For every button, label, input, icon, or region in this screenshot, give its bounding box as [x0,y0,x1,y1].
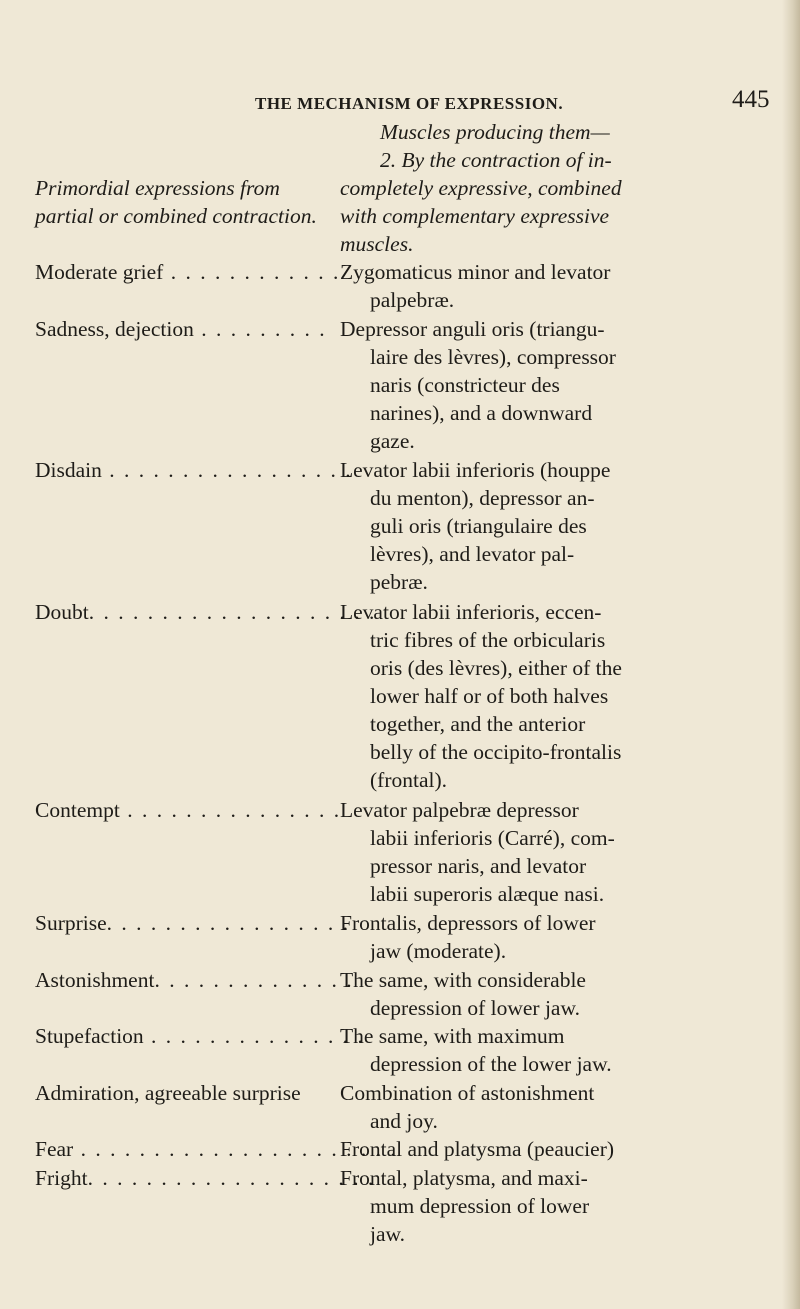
expression-name: Fright [35,1165,88,1190]
muscles-line: depression of lower jaw. [370,995,580,1020]
muscles-line: Zygomaticus minor and levator [340,260,611,284]
page-gutter-shadow [782,0,800,1309]
muscles-description [340,258,720,314]
expression-name: Contempt [35,797,120,822]
muscles-line: tric fibres of the orbicularis [370,627,606,652]
expression-label [35,598,377,626]
expression-label [35,315,330,343]
muscles-description [340,1022,720,1078]
expression-name: Disdain [35,458,102,483]
expression-label [35,456,353,484]
right-heading-line: Muscles producing them— [380,120,610,144]
muscles-line: labii inferioris (Carré), com- [370,825,615,850]
expression-label [35,258,341,286]
right-heading-line: with complementary expressive [340,204,610,228]
leader-dots: . . . . . . . . . . . . . . . . . [101,458,353,483]
muscles-line: oris (des lèvres), either of the [370,655,622,680]
muscles-line: gaze. [370,428,415,453]
muscles-description [340,966,720,1022]
right-column-heading [340,118,715,258]
right-heading-line: completely expressive, combined [340,176,622,200]
muscles-line: Levator palpebræ depressor [340,797,579,822]
expression-name: Astonishment [35,967,155,992]
muscles-line: Depressor anguli oris (triangu- [340,316,605,341]
muscles-description [340,1079,720,1135]
muscles-line: lower half or of both halves [370,683,609,708]
muscles-description [340,1164,720,1248]
leader-dots: . . . . . . . . . . . . . . . . . . . . . . [73,1137,398,1162]
muscles-line: labii superoris alæque nasi. [370,881,605,906]
expression-name: Fear [35,1137,74,1162]
leader-dots: . . . . . . . . . . . . . . . . . [106,910,351,935]
left-heading-line: Primordial expressions from [35,176,280,200]
muscles-line: guli oris (triangulaire des [370,514,587,539]
muscles-line: Combination of astonishment [340,1080,595,1105]
expression-name: Surprise [35,910,107,935]
muscles-description [340,315,720,455]
muscles-line: jaw (moderate). [370,938,507,963]
muscles-line: palpebræ. [370,288,455,312]
muscles-line: Levator labii inferioris (houppe [340,458,611,483]
expression-label [35,966,354,994]
left-heading-line: partial or combined contraction. [35,204,317,228]
leader-dots: . . . . . . . . . . . . . . . . . . . . [87,1165,376,1190]
muscles-description [340,598,720,794]
muscles-line: jaw. [370,1221,406,1246]
expression-name: Sadness, dejection [35,316,194,341]
muscles-line: Frontal and platysma (peaucier) [340,1137,615,1162]
right-heading-line: 2. By the contraction of in- [380,148,612,172]
muscles-line: laire des lèvres), compressor [370,344,616,369]
muscles-line: lèvres), and levator pal- [370,542,575,567]
muscles-line: pressor naris, and levator [370,853,587,878]
expression-name: Admiration, agreeable surprise [35,1080,301,1105]
left-column-heading [35,174,335,230]
leader-dots: . . . . . . . . . . . . . . . [119,797,342,822]
page-number: 445 [732,86,770,113]
muscles-line: (frontal). [370,767,448,792]
leader-dots: . . . . . . . . . . . . . . . . . . . . [88,599,377,624]
muscles-line: Levator labii inferioris, eccen- [340,599,602,624]
muscles-line: Frontalis, depressors of lower [340,910,596,935]
expression-label [35,1022,365,1050]
muscles-line: pebræ. [370,570,428,595]
muscles-line: The same, with maximum [340,1024,565,1049]
expression-label [35,796,342,824]
expression-name: Doubt [35,599,89,624]
expression-label [35,909,351,937]
leader-dots: . . . . . . . . . . . . . . [154,967,354,992]
muscles-line: belly of the occipito-frontalis [370,739,622,764]
running-title: THE MECHANISM OF EXPRESSION. [255,94,564,113]
muscles-description [340,1135,720,1163]
muscles-description [340,456,720,596]
expression-name: Moderate grief [35,260,164,284]
muscles-line: narines), and a downward [370,400,593,425]
muscles-line: and joy. [370,1108,438,1133]
muscles-line: du menton), depressor an- [370,486,595,511]
muscles-description [340,796,720,908]
muscles-line: together, and the anterior [370,711,586,736]
expression-label [35,1079,330,1107]
muscles-line: mum depression of lower [370,1193,590,1218]
leader-dots: . . . . . . . . . [193,316,327,341]
muscles-line: Frontal, platysma, and maxi- [340,1165,588,1190]
leader-dots: . . . . . . . . . . . . [163,260,341,284]
muscles-line: naris (constricteur des [370,372,560,397]
leader-dots: . . . . . . . . . . . . . . . [143,1024,365,1049]
expression-label [35,1135,398,1163]
right-heading-line: muscles. [340,232,414,256]
expression-name: Stupefaction [35,1024,144,1049]
muscles-line: The same, with considerable [340,967,586,992]
muscles-line: depression of the lower jaw. [370,1052,612,1077]
muscles-description [340,909,720,965]
expression-label [35,1164,376,1192]
